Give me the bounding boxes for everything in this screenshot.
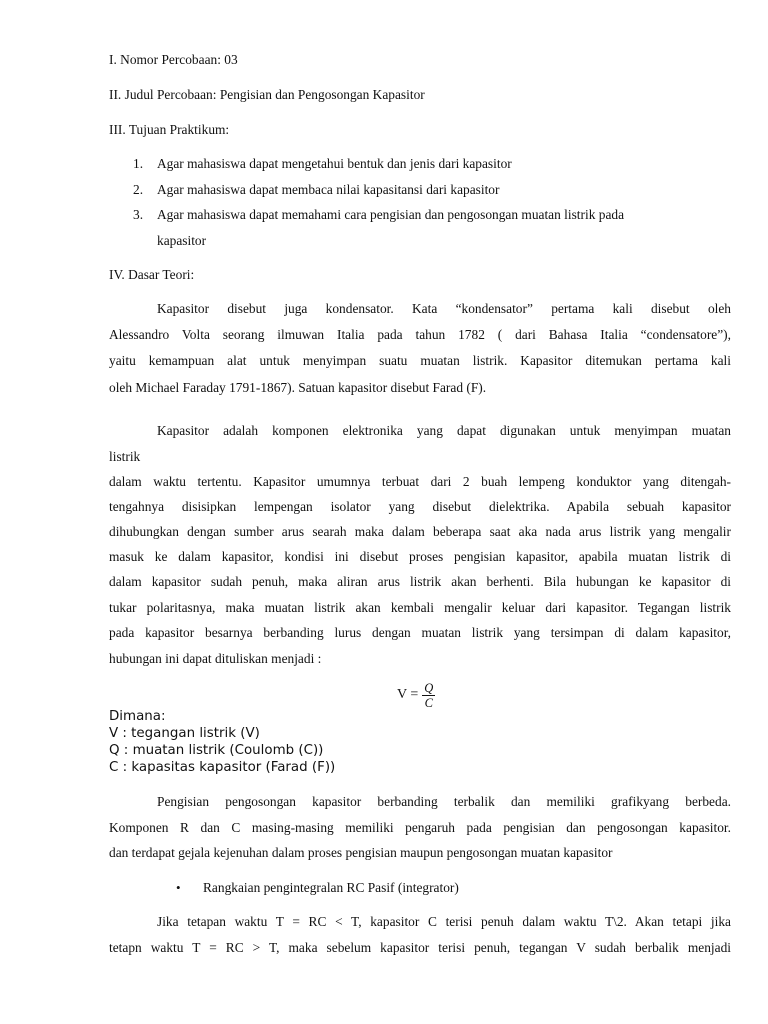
paragraph-line: listrik (109, 449, 141, 464)
paragraph-line: Kapasitor disebut juga kondensator. Kata “kondensator” pertama kali disebut oleh (157, 301, 731, 316)
list-item: Agar mahasiswa dapat membaca nilai kapasitansi dari kapasitor (157, 182, 500, 197)
paragraph-line: tengahnya disisipkan lempengan isolator yang disebut dielektrika. Apabila sebuah kapasitor (109, 499, 731, 514)
paragraph-line: Kapasitor adalah komponen elektronika yang dapat digunakan untuk menyimpan muatan (157, 423, 731, 438)
paragraph-line: Jika tetapan waktu T = RC < T, kapasitor C terisi penuh dalam waktu T\2. Akan tetapi jika (157, 914, 731, 929)
definition-v: V : tegangan listrik (V) (109, 726, 260, 741)
section-nomor-percobaan: I. Nomor Percobaan: 03 (109, 52, 238, 67)
paragraph-line: tetapn waktu T = RC > T, maka sebelum kapasitor terisi penuh, tegangan V sudah berbalik menjadi (109, 940, 731, 955)
formula-numerator: Q (424, 680, 434, 695)
formula-fraction (422, 681, 435, 710)
definition-q: Q : muatan listrik (Coulomb (C)) (109, 743, 324, 758)
paragraph-line: dihubungkan dengan sumber arus searah maka dalam beberapa saat aka nada arus listrik yang mengalir (109, 524, 731, 539)
definitions-heading: Dimana: (109, 709, 166, 724)
list-item-number: 1. (133, 156, 144, 171)
list-item-number: 2. (133, 182, 144, 197)
paragraph-line: dalam waktu tertentu. Kapasitor umumnya terbuat dari 2 buah lempeng konduktor yang ditengah- (109, 474, 731, 489)
definition-c: C : kapasitas kapasitor (Farad (F)) (109, 760, 336, 775)
list-item-continuation: kapasitor (157, 233, 207, 248)
formula-denominator: C (424, 695, 433, 710)
paragraph-line: yaitu kemampuan alat untuk menyimpan suatu muatan listrik. Kapasitor ditemukan pertama kali (109, 353, 731, 368)
voltage-formula (397, 680, 435, 710)
paragraph-line: Alessandro Volta seorang ilmuwan Italia pada tahun 1782 ( dari Bahasa Italia “condensatore”), (109, 327, 731, 342)
list-item: Agar mahasiswa dapat memahami cara pengisian dan pengosongan muatan listrik pada (157, 207, 625, 222)
paragraph-line: hubungan ini dapat dituliskan menjadi : (109, 651, 322, 666)
paragraph-line: Pengisian pengosongan kapasitor berbanding terbalik dan memiliki grafikyang berbeda. (157, 794, 731, 809)
list-item: Agar mahasiswa dapat mengetahui bentuk dan jenis dari kapasitor (157, 156, 512, 171)
paragraph-line: pada kapasitor besarnya berbanding lurus dengan muatan listrik yang tersimpan di dalam kapasitor, (109, 625, 731, 640)
formula-lhs: V = (397, 687, 419, 702)
paragraph-line: Komponen R dan C masing-masing memiliki pengaruh pada pengisian dan pengosongan kapasitor. (109, 820, 731, 835)
bullet-text: Rangkaian pengintegralan RC Pasif (integrator) (203, 880, 459, 895)
paragraph-line: dalam kapasitor sudah penuh, maka aliran arus listrik akan berhenti. Bila hubungan ke kapasitor di (109, 574, 731, 589)
paragraph-line: masuk ke dalam kapasitor, kondisi ini disebut proses pengisian kapasitor, apabila muatan listrik di (109, 549, 731, 564)
paragraph-line: oleh Michael Faraday 1791-1867). Satuan kapasitor disebut Farad (F). (109, 380, 487, 395)
list-item-number: 3. (133, 207, 144, 222)
paragraph-line: dan terdapat gejala kejenuhan dalam proses pengisian maupun pengosongan muatan kapasitor (109, 845, 613, 860)
bullet-icon: • (176, 880, 181, 895)
paragraph-line: tukar polaritasnya, maka muatan listrik akan kembali mengalir keluar dari kapasitor. Tegangan listrik (109, 600, 731, 615)
section-judul-percobaan: II. Judul Percobaan: Pengisian dan Pengosongan Kapasitor (109, 87, 425, 102)
section-tujuan-praktikum: III. Tujuan Praktikum: (109, 122, 230, 137)
section-dasar-teori: IV. Dasar Teori: (109, 267, 195, 282)
